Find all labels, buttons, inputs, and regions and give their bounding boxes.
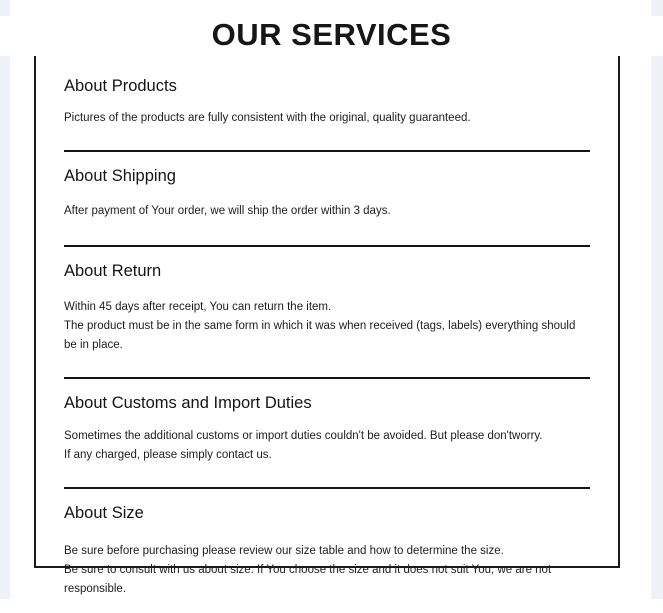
page-title: OUR SERVICES [0,16,663,56]
section-line: Be sure to consult with us about size. If You choose the size and it does not suit You, we are not responsible. [64,563,552,595]
section-line: The product must be in the same form in which it was when received (tags, labels) everything should be in place. [64,319,576,351]
section-line: Sometimes the additional customs or import duties couldn't be avoided. But please don'tworry. [64,430,543,443]
section-about-size [64,487,590,613]
page-edge-left [0,0,10,599]
section-heading: About Customs and Import Duties [64,393,312,412]
section-body [64,542,590,599]
section-body [64,109,590,128]
section-body [64,298,590,355]
section-line: If any charged, please simply contact us. [64,449,272,462]
section-heading: About Return [64,262,162,281]
section-heading: About Size [64,504,144,523]
section-line: Within 45 days after receipt, You can return the item. [64,300,332,313]
section-body [64,427,590,465]
services-sections [64,72,590,613]
section-line: Be sure before purchasing please review our size table and how to determine the size. [64,544,504,557]
section-heading: About Products [64,77,177,95]
section-about-shipping [64,150,590,246]
section-line: Pictures of the products are fully consistent with the original, quality guaranteed. [64,111,471,124]
page-edge-right [651,0,663,599]
section-about-products [64,76,590,150]
section-heading: About Shipping [64,166,176,185]
section-about-customs-and-import-duties [64,377,590,488]
section-about-return [64,245,590,377]
section-line: After payment of Your order, we will ship the order within 3 days. [64,205,391,218]
section-body [64,202,590,221]
